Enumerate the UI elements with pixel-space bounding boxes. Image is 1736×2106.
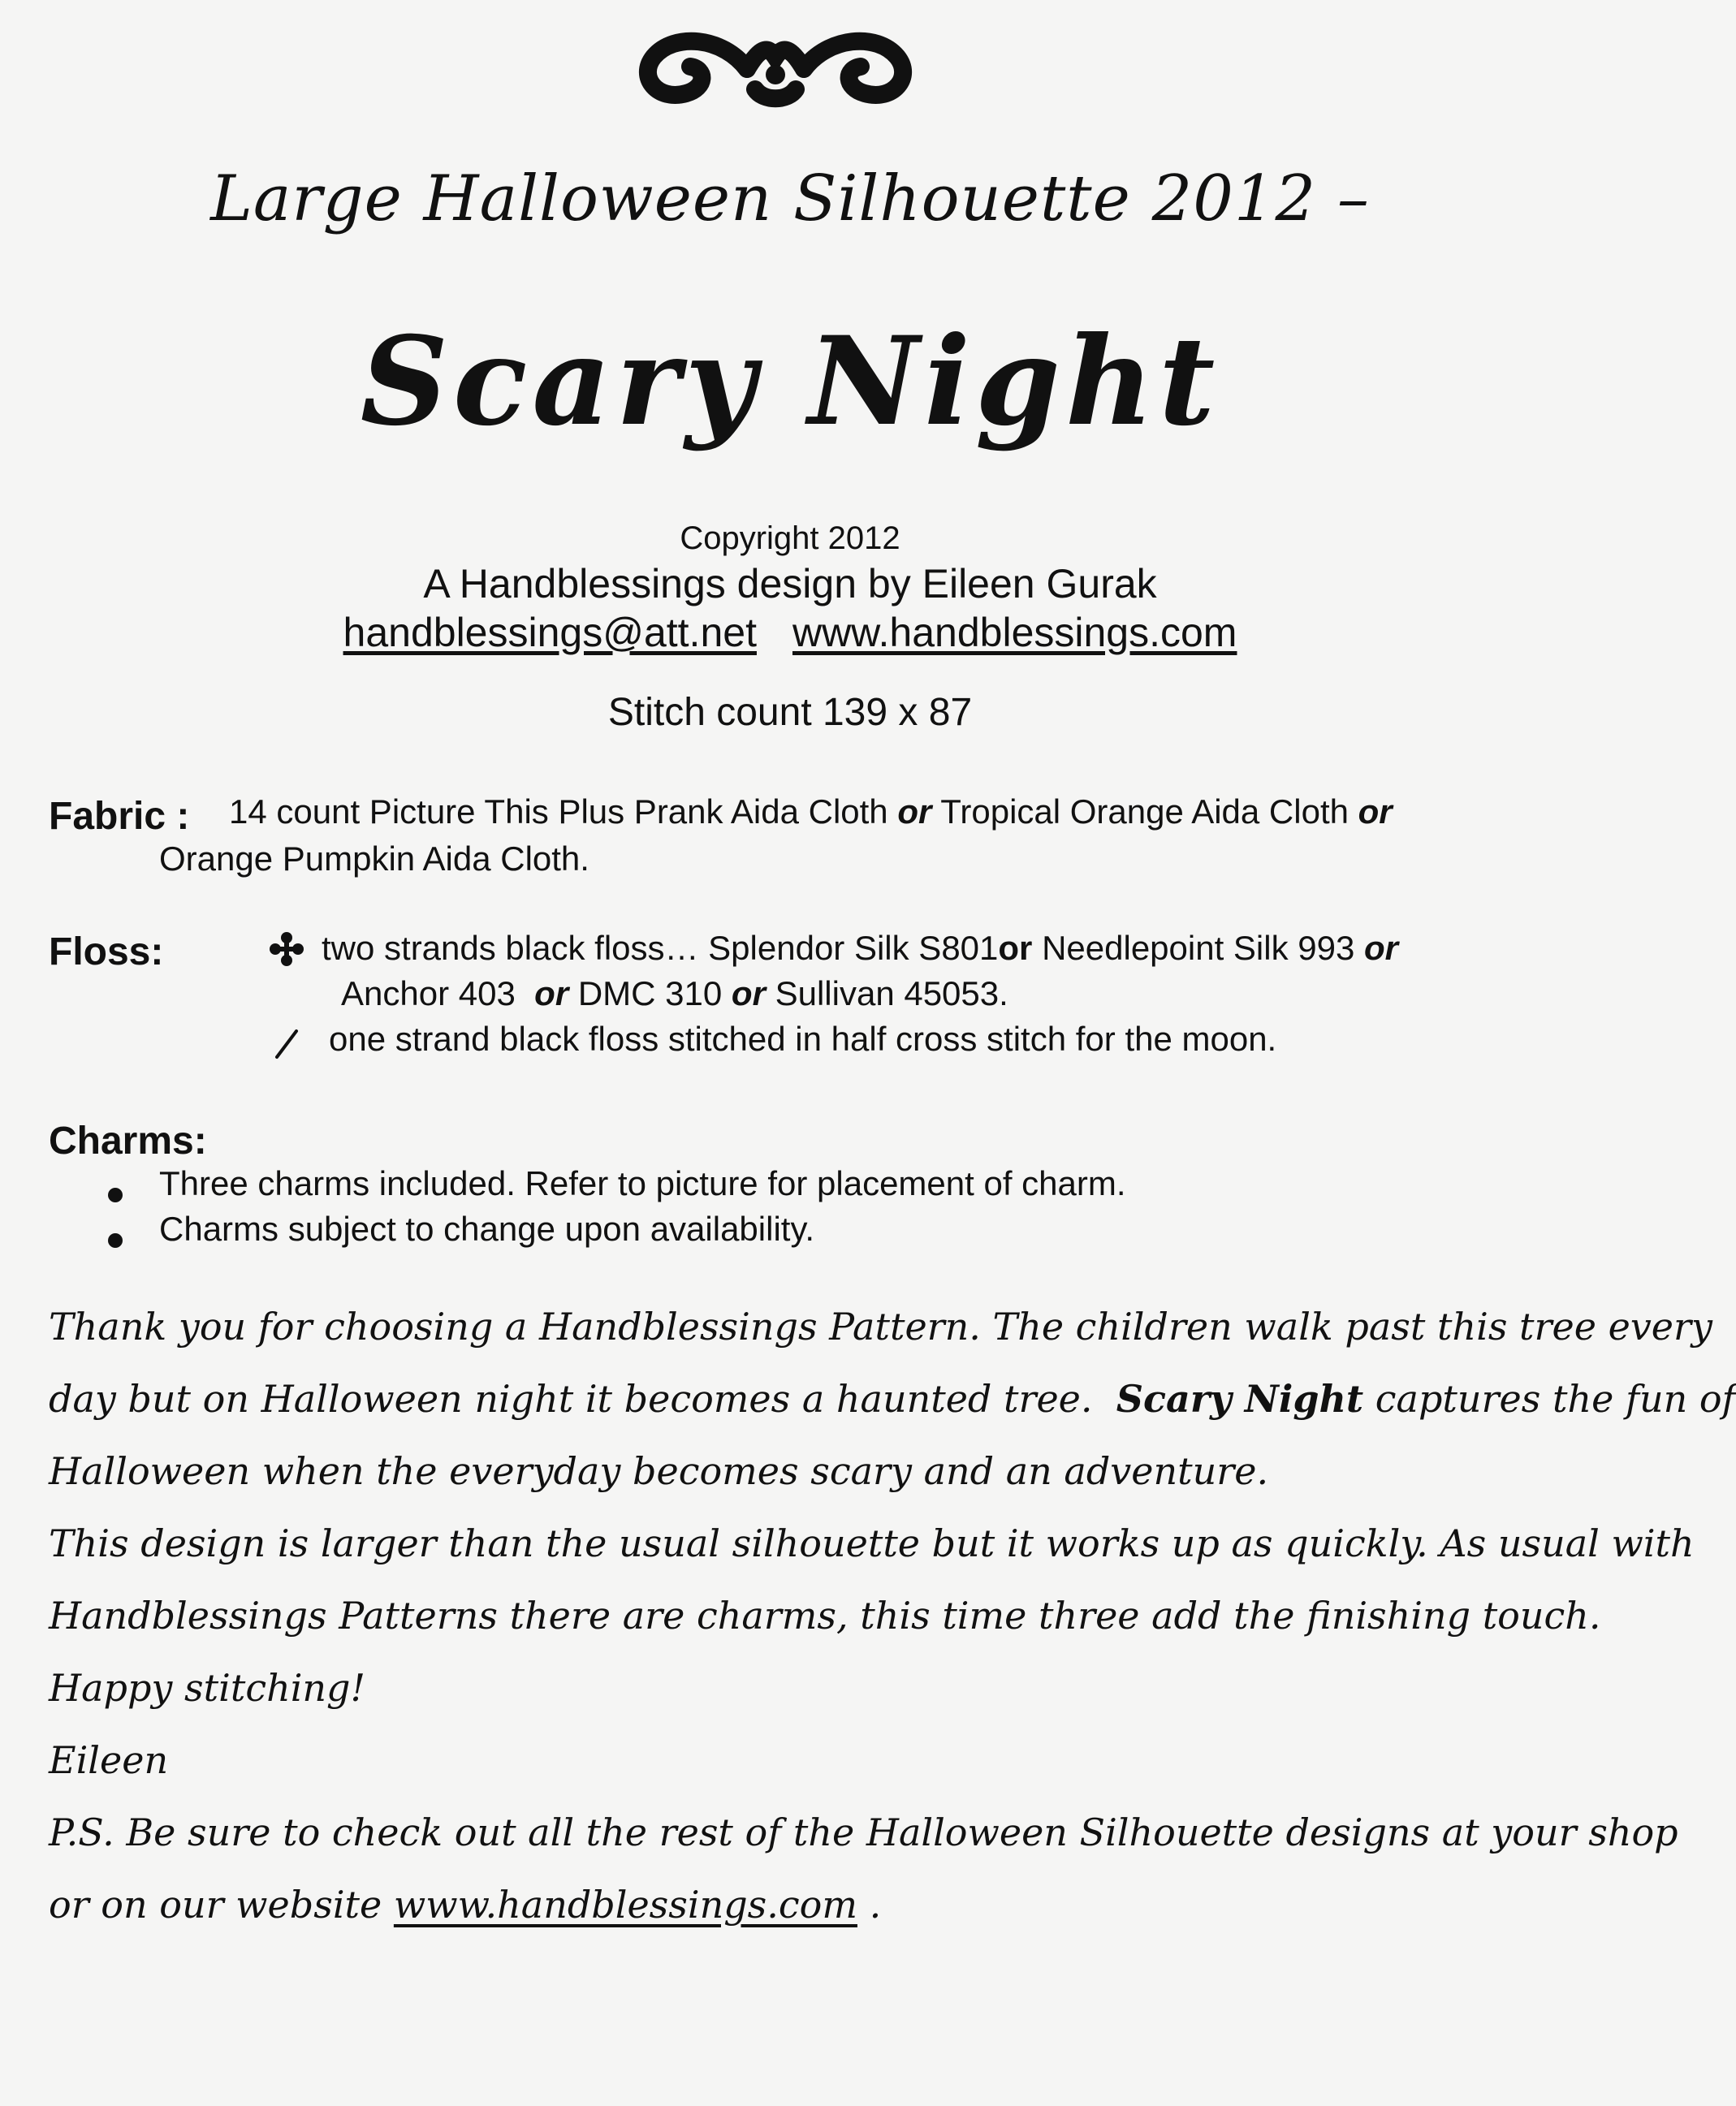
- designer-credit: A Handblessings design by Eileen Gurak: [423, 561, 1157, 606]
- floss-option-dmc: DMC 310: [577, 974, 723, 1012]
- design-name-emphasis: Scary Night: [1116, 1377, 1364, 1421]
- designer-letter: [49, 1291, 1736, 1941]
- list-item: Three charms included. Refer to picture for placement of charm.: [159, 1164, 1126, 1202]
- website-link[interactable]: www.handblessings.com: [393, 1883, 857, 1927]
- floss-option-splendor: two strands black floss… Splendor Silk S801: [322, 929, 999, 967]
- letter-line: This design is larger than the usual silhouette but it works up as quickly. As usual with: [49, 1521, 1695, 1565]
- letter-line: [49, 1363, 1736, 1435]
- copyright-line: Copyright 2012: [680, 520, 900, 556]
- list-item: Charms subject to change upon availability.: [159, 1210, 815, 1248]
- pattern-series-subtitle: Large Halloween Silhouette 2012 –: [210, 162, 1370, 235]
- or-word: or: [897, 792, 932, 831]
- letter-text: or on our website: [49, 1883, 382, 1927]
- fabric-option-tropical-orange: Tropical Orange Aida Cloth: [940, 792, 1349, 831]
- fabric-option-prank: 14 count Picture This Plus Prank Aida Cloth: [229, 792, 888, 831]
- letter-text: .: [857, 1883, 882, 1927]
- floss-line-3: one strand black floss stitched in half cross stitch for the moon.: [329, 1020, 1277, 1058]
- fabric-line-2: Orange Pumpkin Aida Cloth.: [159, 839, 589, 878]
- pattern-title: Scary Night: [360, 310, 1220, 453]
- or-word: or: [1364, 929, 1399, 967]
- letter-text: captures the fun of: [1375, 1377, 1736, 1421]
- floss-option-needlepoint: Needlepoint Silk 993: [1032, 929, 1355, 967]
- email-link[interactable]: handblessings@att.net: [343, 610, 757, 655]
- bullet-icon: [108, 1188, 123, 1202]
- floss-line-2: [341, 971, 1008, 1016]
- letter-text: day but on Halloween night it becomes a haunted tree.: [49, 1377, 1093, 1421]
- or-word: or: [1358, 792, 1393, 831]
- contact-links: [0, 607, 1580, 658]
- floss-option-sullivan: Sullivan 45053.: [775, 974, 1008, 1012]
- floss-option-anchor: Anchor 403: [341, 974, 516, 1012]
- website-link[interactable]: www.handblessings.com: [792, 610, 1237, 655]
- letter-line: Handblessings Patterns there are charms, this time three add the finishing touch.: [49, 1594, 1601, 1638]
- letter-line: Halloween when the everyday becomes scary and an adventure.: [49, 1449, 1269, 1493]
- signature: Eileen: [49, 1738, 169, 1782]
- or-word: or: [731, 974, 766, 1012]
- letter-line: Thank you for choosing a Handblessings Pattern. The children walk past this tree every: [49, 1305, 1712, 1349]
- or-word: or: [534, 974, 569, 1012]
- letter-line: Happy stitching!: [49, 1666, 365, 1710]
- half-stitch-slash-symbol-icon: [272, 1021, 301, 1062]
- letter-line: P.S. Be sure to check out all the rest of the Halloween Silhouette designs at your shop: [49, 1810, 1678, 1854]
- bullet-icon: [108, 1233, 123, 1248]
- floss-label: Floss:: [49, 930, 164, 973]
- fabric-line-1: [229, 789, 1393, 835]
- floss-line-1: [322, 926, 1398, 971]
- stitch-count: Stitch count 139 x 87: [607, 691, 973, 734]
- fleur-cross-stitch-symbol-icon: [268, 930, 305, 968]
- letter-line: [49, 1869, 1535, 1941]
- fabric-label: Fabric :: [49, 795, 190, 838]
- scroll-flourish-ornament-icon: [625, 24, 926, 114]
- or-word: or: [998, 929, 1033, 967]
- charms-label: Charms:: [49, 1120, 207, 1163]
